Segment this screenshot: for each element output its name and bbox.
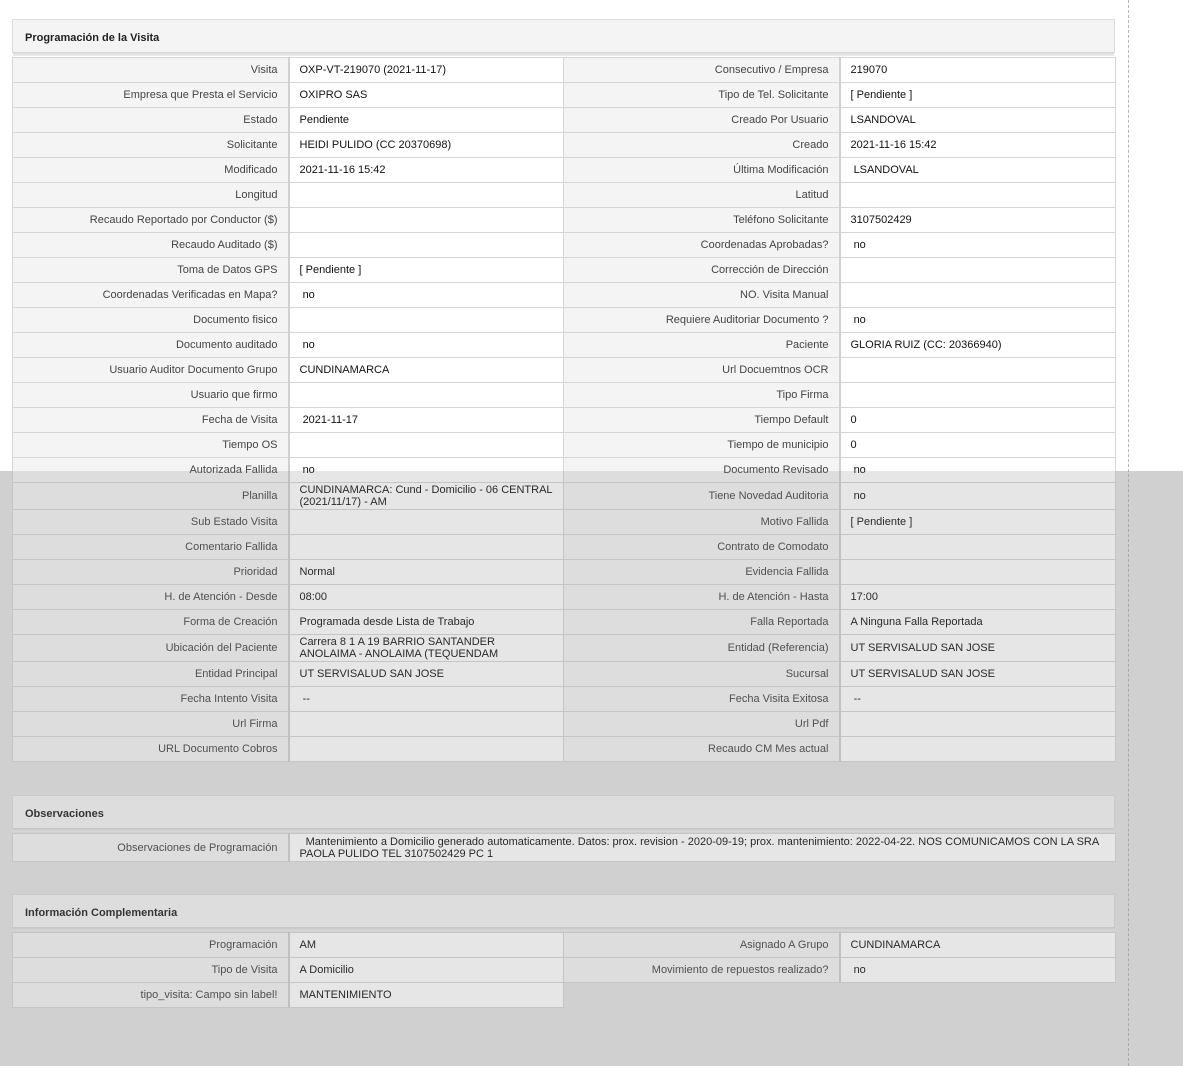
tiempo-de-municipio-label: Tiempo de municipio [564,433,840,458]
fecha-visita-exitosa-value: -- [840,687,1116,712]
fecha-de-visita-label: Fecha de Visita [13,408,289,433]
autorizada-fallida-value: no [289,458,564,483]
field-row [13,510,1116,535]
observaciones-de-programacion-value: Mantenimiento a Domicilio generado automaticamente. Datos: prox. revision - 2020-09-19; prox. mantenimiento: 2022-04-22. NOS COMUNICAMOS CON LA SRA PAOLA PULIDO TEL 3107502429 PC 1 [289,834,1116,862]
url-pdf-label: Url Pdf [564,712,840,737]
tiempo-os-value [289,433,564,458]
ultima-modificacion-label: Última Modificación [564,158,840,183]
requiere-auditoriar-documento-label: Requiere Auditoriar Documento ? [564,308,840,333]
field-row [13,383,1116,408]
field-row [13,560,1116,585]
h-de-atencion-desde-label: H. de Atención - Desde [13,585,289,610]
tiempo-os-label: Tiempo OS [13,433,289,458]
forma-de-creacion-label: Forma de Creación [13,610,289,635]
complementaria-table [12,932,1116,1008]
tiene-novedad-auditoria-label: Tiene Novedad Auditoria [564,483,840,510]
field-row [13,834,1116,862]
coordenadas-verificadas-en-mapa-label: Coordenadas Verificadas en Mapa? [13,283,289,308]
planilla-value: CUNDINAMARCA: Cund - Domicilio - 06 CENTRAL (2021/11/17) - AM [289,483,564,510]
field-row [13,258,1116,283]
sucursal-value: UT SERVISALUD SAN JOSE [840,662,1116,687]
h-de-atencion-hasta-value: 17:00 [840,585,1116,610]
tiempo-default-label: Tiempo Default [564,408,840,433]
correccion-de-direccion-value [840,258,1116,283]
empresa-que-presta-el-servicio-value: OXIPRO SAS [289,83,564,108]
field-row [13,158,1116,183]
tiempo-de-municipio-value: 0 [840,433,1116,458]
movimiento-de-repuestos-realizado-value: no [840,958,1116,983]
sub-estado-visita-value [289,510,564,535]
url-pdf-value [840,712,1116,737]
documento-fisico-label: Documento fisico [13,308,289,333]
url-documento-cobros-value [289,737,564,762]
fecha-intento-visita-label: Fecha Intento Visita [13,687,289,712]
observaciones-title: Observaciones [12,795,1115,829]
field-row [13,83,1116,108]
entidad-principal-label: Entidad Principal [13,662,289,687]
field-row [13,108,1116,133]
recaudo-cm-mes-actual-label: Recaudo CM Mes actual [564,737,840,762]
empresa-que-presta-el-servicio-label: Empresa que Presta el Servicio [13,83,289,108]
field-row [13,283,1116,308]
recaudo-auditado-value [289,233,564,258]
field-row [13,408,1116,433]
estado-value: Pendiente [289,108,564,133]
observaciones-panel [12,795,1115,862]
asignado-a-grupo-value: CUNDINAMARCA [840,933,1116,958]
estado-label: Estado [13,108,289,133]
tipo-visita-campo-sin-label-value: MANTENIMIENTO [289,983,564,1008]
motivo-fallida-label: Motivo Fallida [564,510,840,535]
sucursal-label: Sucursal [564,662,840,687]
documento-revisado-label: Documento Revisado [564,458,840,483]
coordenadas-verificadas-en-mapa-value: no [289,283,564,308]
usuario-auditor-documento-grupo-label: Usuario Auditor Documento Grupo [13,358,289,383]
field-row [13,610,1116,635]
recaudo-auditado-label: Recaudo Auditado ($) [13,233,289,258]
url-docuemtnos-ocr-value [840,358,1116,383]
field-row [13,933,1116,958]
tipo-firma-label: Tipo Firma [564,383,840,408]
field-row [13,233,1116,258]
sub-estado-visita-label: Sub Estado Visita [13,510,289,535]
usuario-que-firmo-label: Usuario que firmo [13,383,289,408]
field-row [13,535,1116,560]
creado-label: Creado [564,133,840,158]
programacion-title: Programación de la Visita [12,19,1115,53]
entidad-referencia-label: Entidad (Referencia) [564,635,840,662]
documento-auditado-label: Documento auditado [13,333,289,358]
programacion-value: AM [289,933,564,958]
prioridad-label: Prioridad [13,560,289,585]
documento-fisico-value [289,308,564,333]
programacion-panel [12,19,1115,762]
longitud-value [289,183,564,208]
tipo-de-visita-label: Tipo de Visita [13,958,289,983]
evidencia-fallida-label: Evidencia Fallida [564,560,840,585]
coordenadas-aprobadas-value: no [840,233,1116,258]
field-row [13,183,1116,208]
url-documento-cobros-label: URL Documento Cobros [13,737,289,762]
recaudo-reportado-por-conductor-label: Recaudo Reportado por Conductor ($) [13,208,289,233]
contrato-de-comodato-value [840,535,1116,560]
field-row [13,308,1116,333]
prioridad-value: Normal [289,560,564,585]
h-de-atencion-hasta-label: H. de Atención - Hasta [564,585,840,610]
field-row [13,983,1116,1008]
no-visita-manual-value [840,283,1116,308]
url-firma-label: Url Firma [13,712,289,737]
fecha-intento-visita-value: -- [289,687,564,712]
field-row [13,585,1116,610]
field-row [13,635,1116,662]
field-row [13,58,1116,83]
documento-revisado-value: no [840,458,1116,483]
field-row [13,662,1116,687]
correccion-de-direccion-label: Corrección de Dirección [564,258,840,283]
entidad-principal-value: UT SERVISALUD SAN JOSE [289,662,564,687]
requiere-auditoriar-documento-value: no [840,308,1116,333]
movimiento-de-repuestos-realizado-label: Movimiento de repuestos realizado? [564,958,840,983]
telefono-solicitante-value: 3107502429 [840,208,1116,233]
falla-reportada-label: Falla Reportada [564,610,840,635]
no-visita-manual-label: NO. Visita Manual [564,283,840,308]
documento-auditado-value: no [289,333,564,358]
field-row [13,433,1116,458]
page-edge-divider [1128,0,1129,1066]
field-row [13,737,1116,762]
comentario-fallida-value [289,535,564,560]
consecutivo-empresa-value: 219070 [840,58,1116,83]
field-row [13,133,1116,158]
entidad-referencia-value: UT SERVISALUD SAN JOSE [840,635,1116,662]
visita-value: OXP-VT-219070 (2021-11-17) [289,58,564,83]
tiempo-default-value: 0 [840,408,1116,433]
observaciones-table [12,833,1116,862]
usuario-auditor-documento-grupo-value: CUNDINAMARCA [289,358,564,383]
complementaria-title: Información Complementaria [12,894,1115,928]
field-row [13,458,1116,483]
field-row [13,358,1116,383]
fecha-visita-exitosa-label: Fecha Visita Exitosa [564,687,840,712]
longitud-label: Longitud [13,183,289,208]
falla-reportada-value: A Ninguna Falla Reportada [840,610,1116,635]
contrato-de-comodato-label: Contrato de Comodato [564,535,840,560]
programacion-table [12,57,1116,762]
field-row [13,687,1116,712]
tiene-novedad-auditoria-value: no [840,483,1116,510]
asignado-a-grupo-label: Asignado A Grupo [564,933,840,958]
field-row [13,333,1116,358]
field-row [13,958,1116,983]
solicitante-value: HEIDI PULIDO (CC 20370698) [289,133,564,158]
url-docuemtnos-ocr-label: Url Docuemtnos OCR [564,358,840,383]
paciente-label: Paciente [564,333,840,358]
evidencia-fallida-value [840,560,1116,585]
creado-por-usuario-label: Creado Por Usuario [564,108,840,133]
solicitante-label: Solicitante [13,133,289,158]
paciente-value: GLORIA RUIZ (CC: 20366940) [840,333,1116,358]
visita-label: Visita [13,58,289,83]
creado-value: 2021-11-16 15:42 [840,133,1116,158]
programacion-label: Programación [13,933,289,958]
usuario-que-firmo-value [289,383,564,408]
tipo-de-tel-solicitante-label: Tipo de Tel. Solicitante [564,83,840,108]
forma-de-creacion-value: Programada desde Lista de Trabajo [289,610,564,635]
fecha-de-visita-value: 2021-11-17 [289,408,564,433]
planilla-label: Planilla [13,483,289,510]
tipo-visita-campo-sin-label-label: tipo_visita: Campo sin label! [13,983,289,1008]
motivo-fallida-value: [ Pendiente ] [840,510,1116,535]
modificado-value: 2021-11-16 15:42 [289,158,564,183]
modificado-label: Modificado [13,158,289,183]
recaudo-reportado-por-conductor-value [289,208,564,233]
recaudo-cm-mes-actual-value [840,737,1116,762]
field-row [13,483,1116,510]
comentario-fallida-label: Comentario Fallida [13,535,289,560]
observaciones-de-programacion-label: Observaciones de Programación [13,834,289,862]
field-row [13,208,1116,233]
consecutivo-empresa-label: Consecutivo / Empresa [564,58,840,83]
url-firma-value [289,712,564,737]
complementaria-panel [12,894,1115,1008]
ultima-modificacion-value: LSANDOVAL [840,158,1116,183]
telefono-solicitante-label: Teléfono Solicitante [564,208,840,233]
ubicacion-del-paciente-label: Ubicación del Paciente [13,635,289,662]
field-row [13,712,1116,737]
latitud-label: Latitud [564,183,840,208]
h-de-atencion-desde-value: 08:00 [289,585,564,610]
ubicacion-del-paciente-value: Carrera 8 1 A 19 BARRIO SANTANDER ANOLAIMA - ANOLAIMA (TEQUENDAM [289,635,564,662]
latitud-value [840,183,1116,208]
coordenadas-aprobadas-label: Coordenadas Aprobadas? [564,233,840,258]
tipo-de-visita-value: A Domicilio [289,958,564,983]
tipo-de-tel-solicitante-value: [ Pendiente ] [840,83,1116,108]
tipo-firma-value [840,383,1116,408]
toma-de-datos-gps-label: Toma de Datos GPS [13,258,289,283]
creado-por-usuario-value: LSANDOVAL [840,108,1116,133]
autorizada-fallida-label: Autorizada Fallida [13,458,289,483]
toma-de-datos-gps-value: [ Pendiente ] [289,258,564,283]
